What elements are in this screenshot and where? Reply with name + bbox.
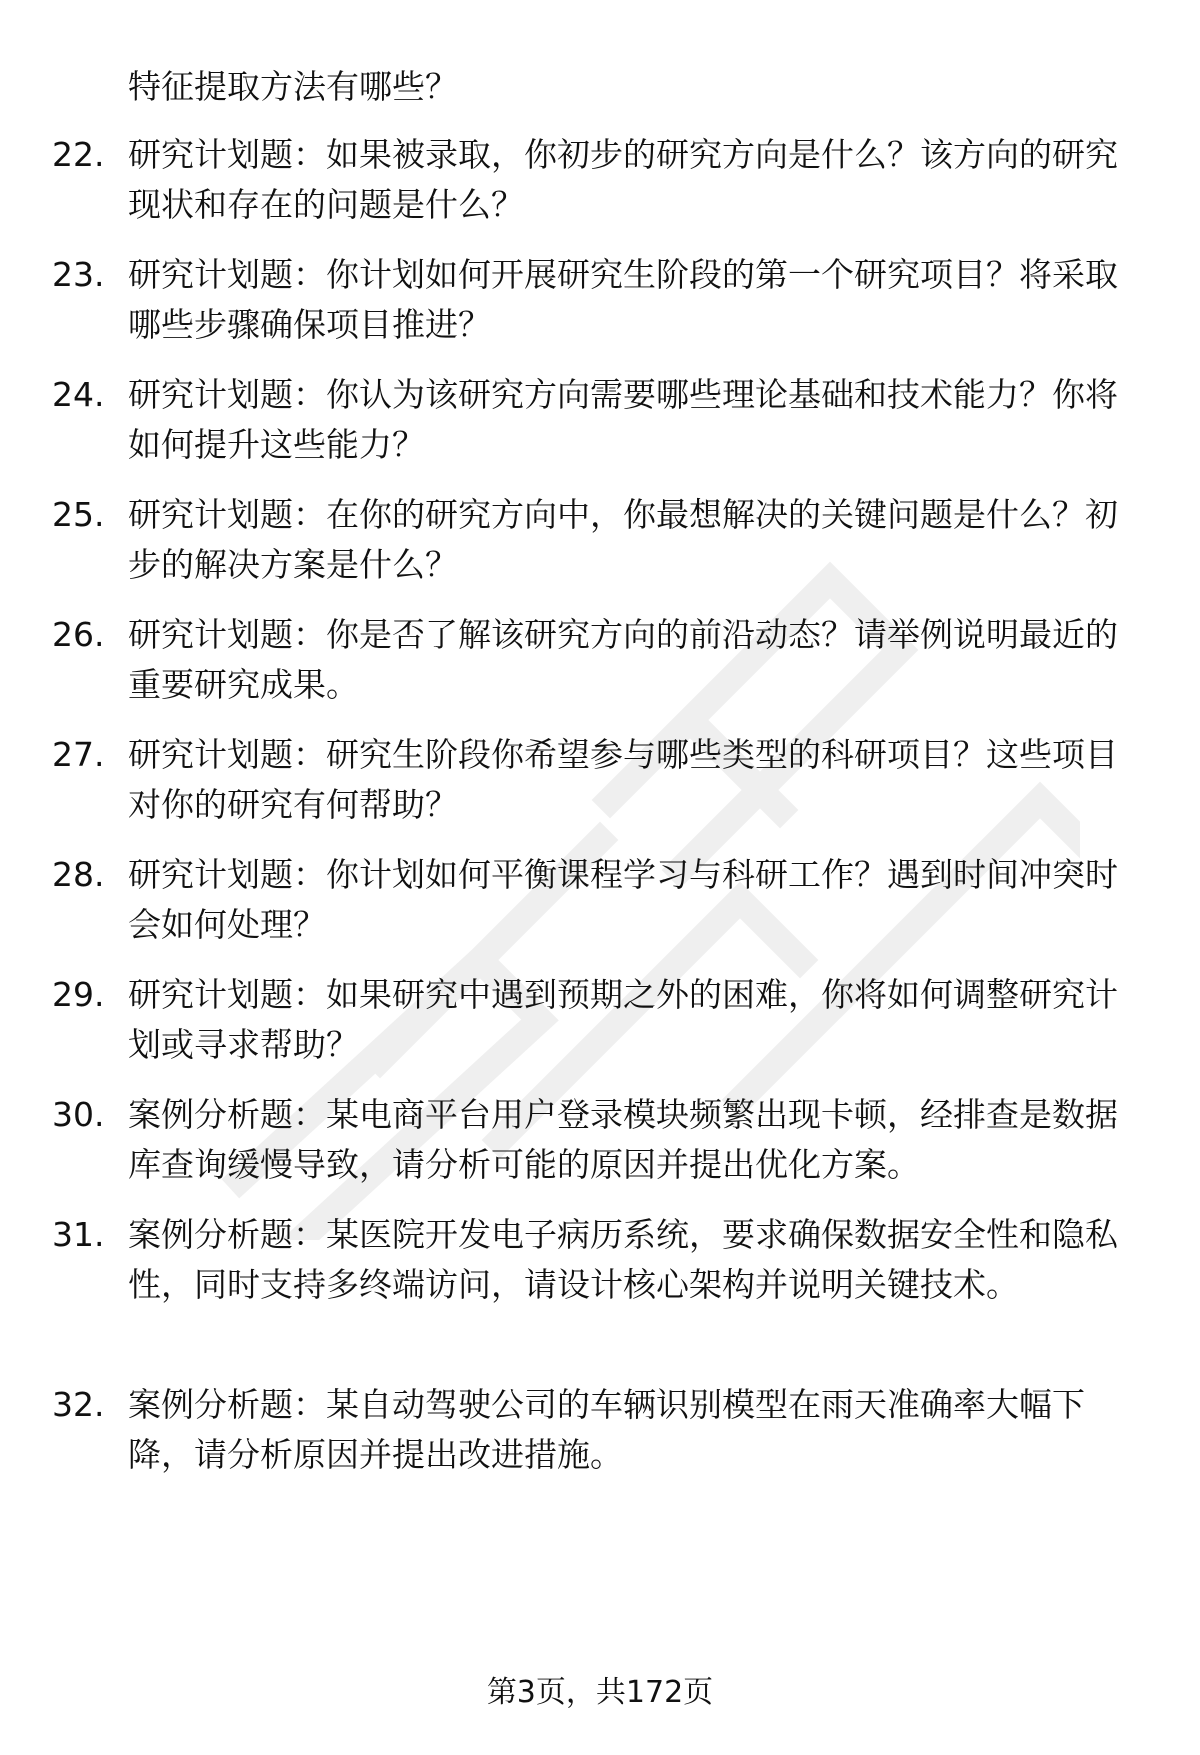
question-number: 24. xyxy=(52,375,105,414)
question-text: 研究计划题：你计划如何开展研究生阶段的第一个研究项目？将采取哪些步骤确保项目推进？ xyxy=(128,255,1118,344)
question-text: 研究计划题：在你的研究方向中，你最想解决的关键问题是什么？初步的解决方案是什么？ xyxy=(128,495,1118,584)
page-footer: 第3页，共172页 xyxy=(486,1675,714,1710)
question-number: 29. xyxy=(52,975,105,1014)
question-number: 25. xyxy=(52,495,105,534)
question-number: 26. xyxy=(52,615,105,654)
question-text: 研究计划题：如果被录取，你初步的研究方向是什么？该方向的研究现状和存在的问题是什么？ xyxy=(128,135,1118,224)
question-number: 23. xyxy=(52,255,105,294)
question-number: 31. xyxy=(52,1215,105,1254)
question-text: 案例分析题：某电商平台用户登录模块频繁出现卡顿，经排查是数据库查询缓慢导致，请分析可能的原因并提出优化方案。 xyxy=(128,1095,1118,1184)
question-number: 27. xyxy=(52,735,105,774)
question-text: 研究计划题：你认为该研究方向需要哪些理论基础和技术能力？你将如何提升这些能力？ xyxy=(128,375,1118,464)
question-text: 研究计划题：你计划如何平衡课程学习与科研工作？遇到时间冲突时会如何处理？ xyxy=(128,855,1118,944)
question-text: 案例分析题：某医院开发电子病历系统，要求确保数据安全性和隐私性，同时支持多终端访问，请设计核心架构并说明关键技术。 xyxy=(128,1215,1118,1304)
question-text: 研究计划题：如果研究中遇到预期之外的困难，你将如何调整研究计划或寻求帮助？ xyxy=(128,975,1118,1064)
question-number: 22. xyxy=(52,135,105,174)
question-text: 案例分析题：某自动驾驶公司的车辆识别模型在雨天准确率大幅下降，请分析原因并提出改进措施。 xyxy=(128,1385,1085,1474)
question-number: 32. xyxy=(52,1385,105,1424)
question-number: 30. xyxy=(52,1095,105,1134)
question-number: 28. xyxy=(52,855,105,894)
question-text: 研究计划题：研究生阶段你希望参与哪些类型的科研项目？这些项目对你的研究有何帮助？ xyxy=(128,735,1118,824)
continuation-text: 特征提取方法有哪些？ xyxy=(128,67,458,106)
question-text: 研究计划题：你是否了解该研究方向的前沿动态？请举例说明最近的重要研究成果。 xyxy=(128,615,1118,704)
